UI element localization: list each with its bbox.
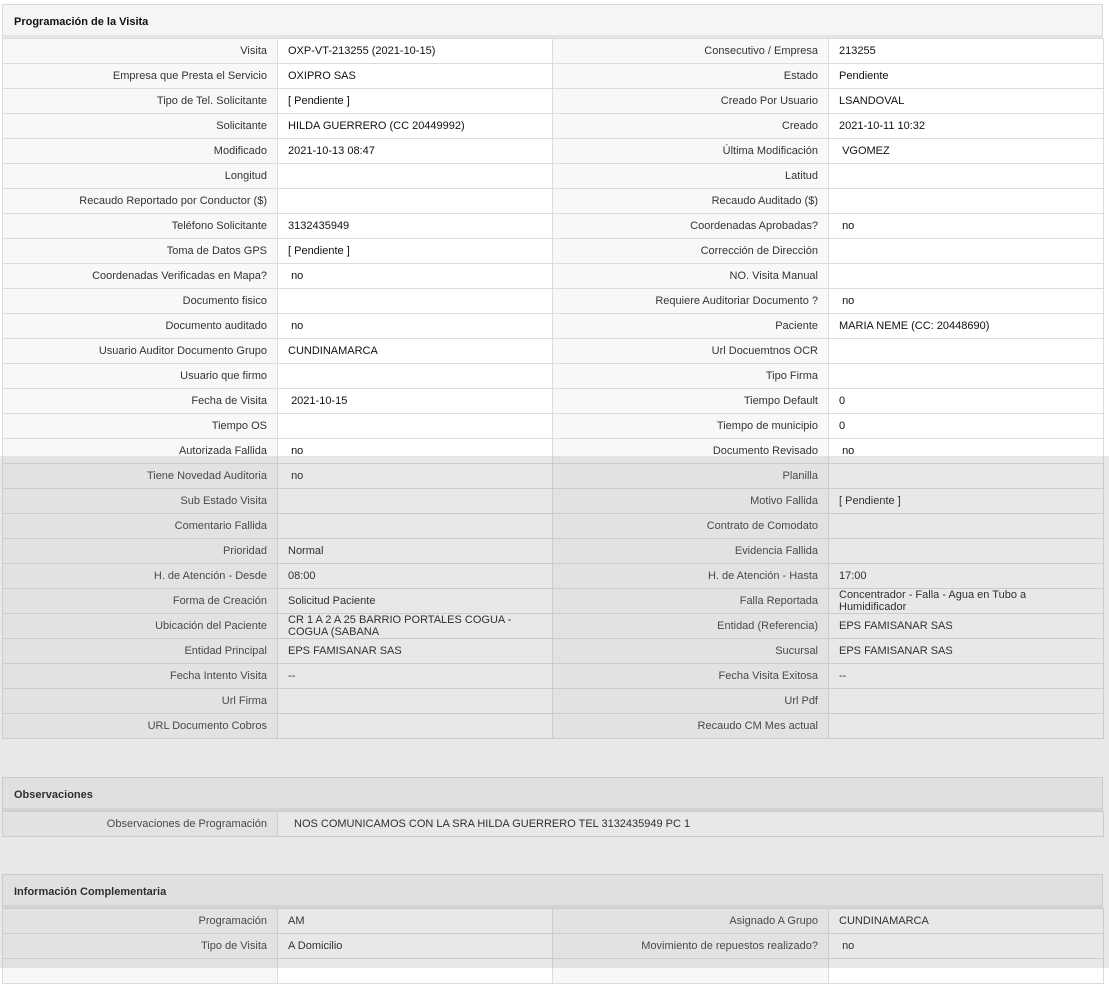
field-value: Solicitud Paciente: [278, 589, 553, 614]
field-label: Sub Estado Visita: [3, 489, 278, 514]
field-label: Entidad (Referencia): [553, 614, 829, 639]
field-label: Movimiento de repuestos realizado?: [553, 934, 829, 959]
table-row: [3, 514, 1104, 539]
complementaria-table: [2, 908, 1104, 984]
field-label: Corrección de Dirección: [553, 239, 829, 264]
field-label: Longitud: [3, 164, 278, 189]
field-value: [829, 714, 1104, 739]
field-value: [278, 689, 553, 714]
field-label: Solicitante: [3, 114, 278, 139]
field-value: no: [278, 314, 553, 339]
field-value: EPS FAMISANAR SAS: [829, 614, 1104, 639]
field-value: AM: [278, 909, 553, 934]
field-value: [829, 539, 1104, 564]
field-value: no: [278, 464, 553, 489]
field-label: Modificado: [3, 139, 278, 164]
field-label: Coordenadas Verificadas en Mapa?: [3, 264, 278, 289]
field-label: Usuario que firmo: [3, 364, 278, 389]
field-label: Documento Revisado: [553, 439, 829, 464]
observaciones-value: NOS COMUNICAMOS CON LA SRA HILDA GUERRERO TEL 3132435949 PC 1: [278, 812, 1104, 837]
field-label: H. de Atención - Desde: [3, 564, 278, 589]
programacion-section: [2, 4, 1103, 739]
field-label: Evidencia Fallida: [553, 539, 829, 564]
field-label: Visita: [3, 39, 278, 64]
field-label: Empresa que Presta el Servicio: [3, 64, 278, 89]
field-label: Tiempo de municipio: [553, 414, 829, 439]
field-label: Creado: [553, 114, 829, 139]
table-row: [3, 464, 1104, 489]
field-value: [829, 364, 1104, 389]
field-label: [553, 959, 829, 984]
table-row: [3, 164, 1104, 189]
field-value: [829, 339, 1104, 364]
table-row: [3, 959, 1104, 984]
field-label: Recaudo CM Mes actual: [553, 714, 829, 739]
field-label: Fecha de Visita: [3, 389, 278, 414]
field-label: Fecha Intento Visita: [3, 664, 278, 689]
field-value: LSANDOVAL: [829, 89, 1104, 114]
field-label: Documento auditado: [3, 314, 278, 339]
field-label: Sucursal: [553, 639, 829, 664]
field-value: HILDA GUERRERO (CC 20449992): [278, 114, 553, 139]
field-label: Última Modificación: [553, 139, 829, 164]
field-value: [829, 514, 1104, 539]
table-row: [3, 589, 1104, 614]
table-row: [3, 812, 1104, 837]
table-row: [3, 189, 1104, 214]
field-value: MARIA NEME (CC: 20448690): [829, 314, 1104, 339]
field-label: Tiempo OS: [3, 414, 278, 439]
table-row: [3, 439, 1104, 464]
field-label: Toma de Datos GPS: [3, 239, 278, 264]
field-value: 2021-10-15: [278, 389, 553, 414]
field-value: [278, 364, 553, 389]
field-label: Url Pdf: [553, 689, 829, 714]
field-value: [829, 689, 1104, 714]
field-value: --: [829, 664, 1104, 689]
table-row: [3, 664, 1104, 689]
table-row: [3, 64, 1104, 89]
field-value: no: [829, 214, 1104, 239]
table-row: [3, 639, 1104, 664]
field-value: A Domicilio: [278, 934, 553, 959]
programacion-table: [2, 38, 1104, 739]
programacion-rows: [3, 39, 1104, 739]
field-value: Concentrador - Falla - Agua en Tubo a Humidificador: [829, 589, 1104, 614]
field-label: Tipo de Tel. Solicitante: [3, 89, 278, 114]
observaciones-label: Observaciones de Programación: [3, 812, 278, 837]
field-value: 0: [829, 389, 1104, 414]
table-row: [3, 239, 1104, 264]
table-row: [3, 264, 1104, 289]
field-label: Prioridad: [3, 539, 278, 564]
field-label: Url Firma: [3, 689, 278, 714]
field-value: no: [829, 439, 1104, 464]
field-value: [ Pendiente ]: [829, 489, 1104, 514]
field-value: EPS FAMISANAR SAS: [278, 639, 553, 664]
field-label: Requiere Auditoriar Documento ?: [553, 289, 829, 314]
field-value: [278, 289, 553, 314]
field-label: Tipo Firma: [553, 364, 829, 389]
field-value: [829, 164, 1104, 189]
field-label: Estado: [553, 64, 829, 89]
table-row: [3, 139, 1104, 164]
table-row: [3, 314, 1104, 339]
table-row: [3, 614, 1104, 639]
field-label: Falla Reportada: [553, 589, 829, 614]
field-value: no: [829, 289, 1104, 314]
table-row: [3, 414, 1104, 439]
programacion-title: Programación de la Visita: [2, 4, 1103, 38]
field-label: H. de Atención - Hasta: [553, 564, 829, 589]
field-value: [829, 189, 1104, 214]
field-value: 0: [829, 414, 1104, 439]
observaciones-title: Observaciones: [2, 777, 1103, 811]
table-row: [3, 714, 1104, 739]
field-label: Latitud: [553, 164, 829, 189]
field-value: [829, 464, 1104, 489]
field-value: [278, 714, 553, 739]
field-value: 3132435949: [278, 214, 553, 239]
field-value: 213255: [829, 39, 1104, 64]
table-row: [3, 114, 1104, 139]
field-label: Motivo Fallida: [553, 489, 829, 514]
field-value: --: [278, 664, 553, 689]
field-value: 17:00: [829, 564, 1104, 589]
field-value: 2021-10-13 08:47: [278, 139, 553, 164]
field-label: Programación: [3, 909, 278, 934]
field-label: Asignado A Grupo: [553, 909, 829, 934]
field-label: Recaudo Reportado por Conductor ($): [3, 189, 278, 214]
table-row: [3, 564, 1104, 589]
field-label: URL Documento Cobros: [3, 714, 278, 739]
field-label: NO. Visita Manual: [553, 264, 829, 289]
field-label: Tiene Novedad Auditoria: [3, 464, 278, 489]
field-label: Planilla: [553, 464, 829, 489]
field-value: 08:00: [278, 564, 553, 589]
field-label: Comentario Fallida: [3, 514, 278, 539]
field-value: [829, 264, 1104, 289]
field-value: CUNDINAMARCA: [278, 339, 553, 364]
table-row: [3, 364, 1104, 389]
field-label: Recaudo Auditado ($): [553, 189, 829, 214]
table-row: [3, 539, 1104, 564]
field-label: Documento fisico: [3, 289, 278, 314]
field-value: OXIPRO SAS: [278, 64, 553, 89]
field-value: [278, 959, 553, 984]
table-row: [3, 689, 1104, 714]
field-value: CR 1 A 2 A 25 BARRIO PORTALES COGUA - COGUA (SABANA: [278, 614, 553, 639]
complementaria-title: Información Complementaria: [2, 874, 1103, 908]
field-value: CUNDINAMARCA: [829, 909, 1104, 934]
field-value: OXP-VT-213255 (2021-10-15): [278, 39, 553, 64]
table-row: [3, 214, 1104, 239]
field-label: Coordenadas Aprobadas?: [553, 214, 829, 239]
table-row: [3, 489, 1104, 514]
table-row: [3, 934, 1104, 959]
field-label: Creado Por Usuario: [553, 89, 829, 114]
field-value: VGOMEZ: [829, 139, 1104, 164]
field-value: [ Pendiente ]: [278, 89, 553, 114]
field-label: Fecha Visita Exitosa: [553, 664, 829, 689]
field-value: no: [829, 934, 1104, 959]
table-row: [3, 89, 1104, 114]
field-label: Tipo de Visita: [3, 934, 278, 959]
table-row: [3, 289, 1104, 314]
observaciones-section: [2, 777, 1103, 837]
field-value: [829, 239, 1104, 264]
field-value: EPS FAMISANAR SAS: [829, 639, 1104, 664]
field-value: no: [278, 439, 553, 464]
table-row: [3, 389, 1104, 414]
field-label: Entidad Principal: [3, 639, 278, 664]
field-value: no: [278, 264, 553, 289]
field-label: Ubicación del Paciente: [3, 614, 278, 639]
field-label: [3, 959, 278, 984]
field-label: Forma de Creación: [3, 589, 278, 614]
field-value: [278, 489, 553, 514]
field-value: Normal: [278, 539, 553, 564]
field-value: [278, 189, 553, 214]
field-label: Url Docuemtnos OCR: [553, 339, 829, 364]
table-row: [3, 39, 1104, 64]
field-label: Usuario Auditor Documento Grupo: [3, 339, 278, 364]
field-value: [829, 959, 1104, 984]
field-value: [ Pendiente ]: [278, 239, 553, 264]
complementaria-rows: [3, 909, 1104, 984]
field-value: [278, 164, 553, 189]
field-label: Paciente: [553, 314, 829, 339]
field-label: Autorizada Fallida: [3, 439, 278, 464]
observaciones-table: [2, 811, 1104, 837]
field-value: Pendiente: [829, 64, 1104, 89]
table-row: [3, 339, 1104, 364]
field-value: 2021-10-11 10:32: [829, 114, 1104, 139]
field-value: [278, 414, 553, 439]
field-value: [278, 514, 553, 539]
table-row: [3, 909, 1104, 934]
field-label: Contrato de Comodato: [553, 514, 829, 539]
field-label: Teléfono Solicitante: [3, 214, 278, 239]
field-label: Tiempo Default: [553, 389, 829, 414]
field-label: Consecutivo / Empresa: [553, 39, 829, 64]
